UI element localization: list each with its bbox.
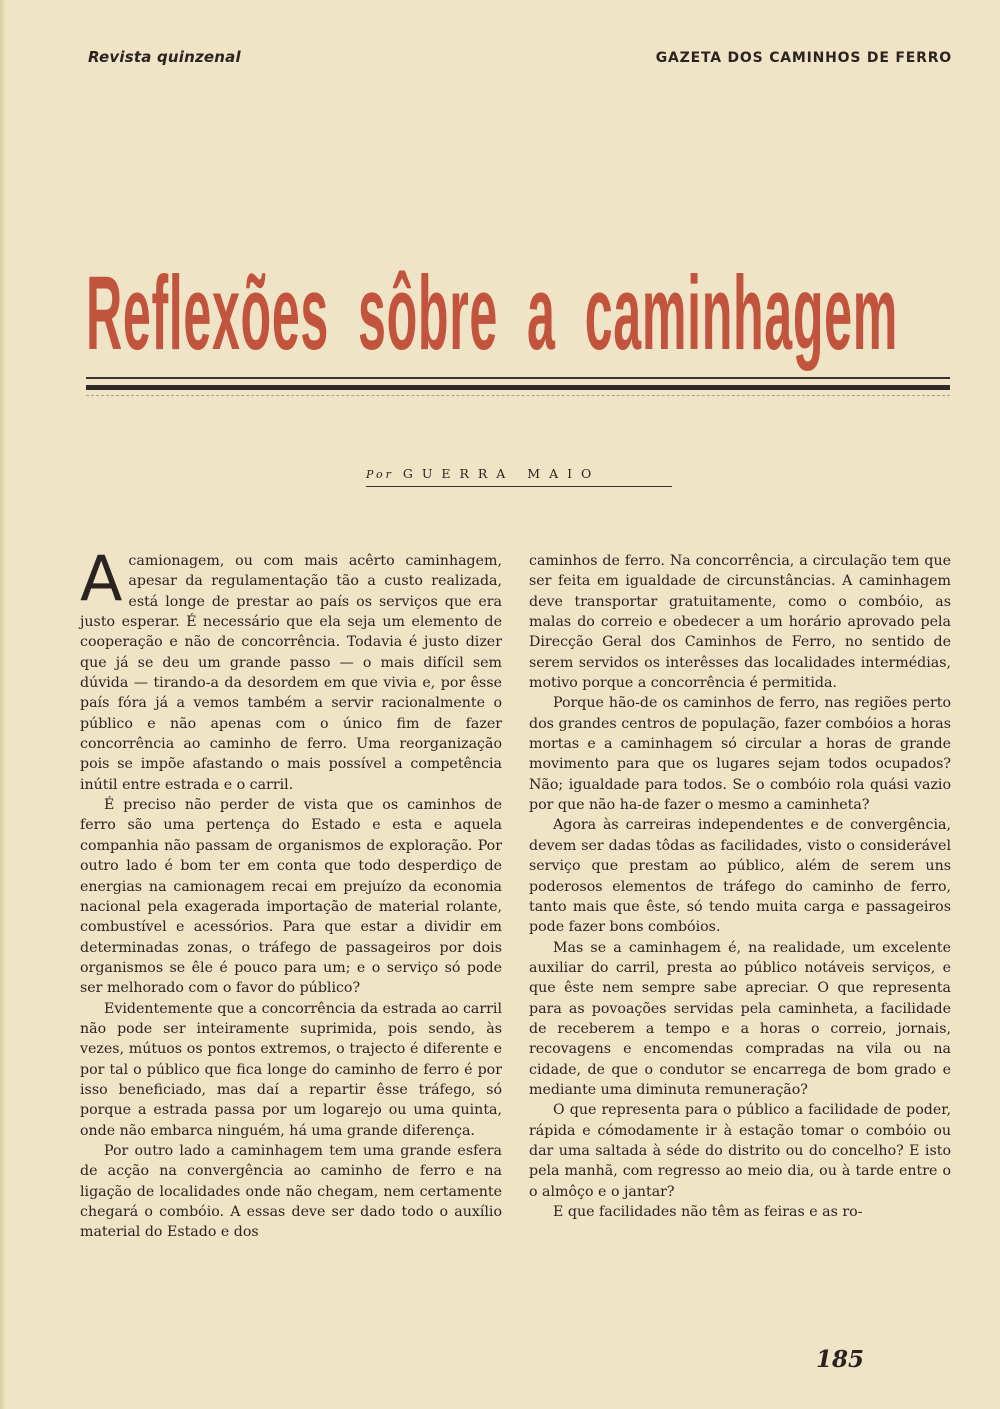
article-column-right bbox=[529, 551, 951, 1222]
paragraph: Mas se a caminhagem é, na realidade, um excelente auxiliar do carril, presta ao público notáveis serviços, e que êste nem sempre sabe apreciar. O que representa para as povoações servidas pela caminheta, a facilidade de receberem a tempo e a horas o correio, jornais, recovagens e encomendas compradas na vila ou na cidade, de que o condutor se encarrega de bom grado e mediante uma diminuta remuneração? bbox=[529, 939, 951, 1098]
paragraph: Porque hão-de os caminhos de ferro, nas regiões perto dos grandes centros de população, fazer combóios a horas mortas e a caminhagem só circular a horas de grande movimento para que os lugares sejam todos ocupados? Não; igualdade para todos. Se o combóio rola quási vazio por que não ha-de fazer o mesmo a caminheta? bbox=[529, 695, 951, 814]
paragraph: caminhos de ferro. Na concorrência, a circulação tem que ser feita em igualdade de circunstâncias. A caminhagem deve transportar gratuitamente, como o combóio, as malas do correio e obedecer a um horário aprovado pela Direcção Geral dos Caminhos de Ferro, no sentido de serem servidos os interêsses das localidades intermédias, motivo porque a concorrência é permitida. bbox=[529, 553, 951, 692]
byline-prefix: Por bbox=[366, 468, 394, 481]
page-edge bbox=[0, 0, 6, 1409]
header-journal-title: GAZETA DOS CAMINHOS DE FERRO bbox=[655, 50, 952, 66]
paragraph bbox=[80, 542, 502, 795]
paragraph: O que representa para o público a facilidade de poder, rápida e cómodamente ir à estação tomar o combóio ou dar uma saltada à séde do distrito ou do concelho? E isto pela manhã, com regresso ao meio dia, ou à tarde entre o o almôço e o jantar? bbox=[529, 1102, 951, 1200]
paragraph: Evidentemente que a concorrência da estrada ao carril não pode ser inteiramente suprimida, pois sendo, às vezes, mútuos os pontos extremos, o trajecto é diferente e por tal o público que fica longe do caminho de ferro é por isso beneficiado, mas daí a repartir êsse tráfego, só porque a estrada passa por um logarejo ou uma quinta, onde não embarca ninguém, há uma grande diferença. bbox=[80, 1000, 502, 1139]
paragraph: Agora às carreiras independentes e de convergência, devem ser dadas tôdas as facilidades, visto o considerável serviço que prestam ao público, além de serem uns poderosos elementos de tráfego do caminho de ferro, tanto mais que êste, só tendo muita carga e passageiros pode fazer bons combóios. bbox=[529, 817, 951, 936]
page-number: 185 bbox=[816, 1346, 865, 1373]
title-rule-dotted bbox=[86, 395, 950, 397]
article-title: Reflexões sôbre a caminhagem bbox=[86, 262, 898, 373]
paragraph: E que facilidades não têm as feiras e as ro- bbox=[553, 1204, 863, 1220]
byline-underline bbox=[366, 486, 672, 487]
article-column-left bbox=[80, 542, 502, 1243]
paragraph: Por outro lado a caminhagem tem uma grande esfera de acção na convergência ao caminho de ferro e na ligação de localidades onde não chegam, nem certamente chegará o combóio. A essas deve ser dado todo o auxílio material do Estado e dos bbox=[80, 1142, 502, 1241]
paragraph-text: camionagem, ou com mais acêrto caminhagem, apesar da regulamentação tão a custo realizada, está longe de prestar ao país os serviços que era justo esperar. É necessário que ela seja um elemento de cooperação e não de concorrência. Todavia é justo dizer que já se deu um grande passo — o mais difícil sem dúvida — tirando-a da desordem em que vivia e, por êsse país fóra já a vemos também a servir racionalmente o público e não apenas com o único fim de fazer concorrência ao caminho de ferro. Uma reorganização pois se impõe afastando o mais possível a competência inútil entre estrada e o carril. bbox=[80, 553, 502, 793]
paragraph: É preciso não perder de vista que os caminhos de ferro são uma pertença do Estado e esta e aquela companhia não passam de organismos de exploração. Por outro lado é bom ter em conta que todo desperdiço de energias na camionagem recai em prejuízo da economia nacional pela exagerada importação de material rolante, combustível e acessórios. Para que estar a dividir em determinadas zonas, o tráfego de passageiros por dois organismos se êle é pouco para um; e o serviço só pode ser melhorado com o favor do público? bbox=[80, 797, 502, 997]
byline-author: GUERRA MAIO bbox=[402, 466, 601, 481]
article-title-block bbox=[86, 262, 956, 382]
header-publication-frequency: Revista quinzenal bbox=[88, 48, 241, 66]
byline bbox=[366, 466, 672, 481]
title-rule-thin bbox=[86, 377, 950, 379]
title-rule-thick bbox=[86, 385, 950, 390]
drop-cap: A bbox=[80, 542, 123, 615]
